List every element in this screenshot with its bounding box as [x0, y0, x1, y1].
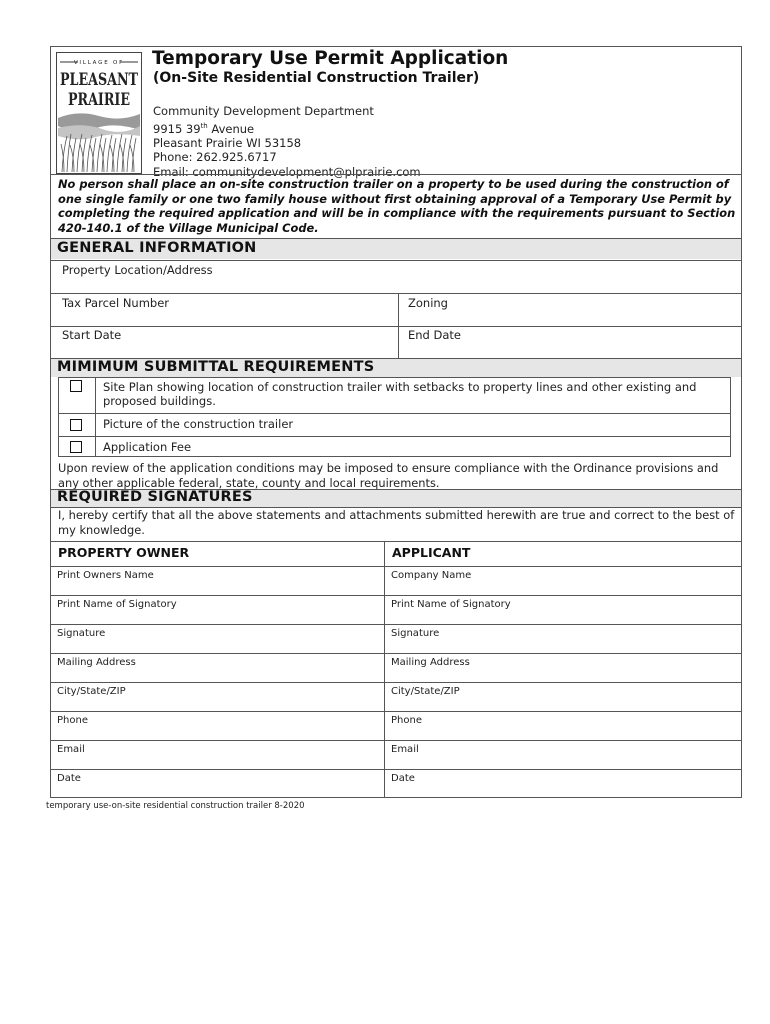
owner-field[interactable]: City/State/ZIP [57, 686, 126, 697]
applicant-field[interactable]: City/State/ZIP [391, 686, 460, 697]
department-address: 9915 39th Avenue [153, 121, 255, 136]
department-phone: Phone: 262.925.6717 [153, 150, 277, 165]
signatures-heading: REQUIRED SIGNATURES [57, 489, 253, 505]
applicant-field[interactable]: Mailing Address [391, 657, 470, 668]
checklist-item-label: Site Plan showing location of construction trailer with setbacks to property lines and other existing and proposed buildings. [103, 380, 697, 408]
trailer-picture-checkbox[interactable] [70, 419, 82, 431]
department-email: Email: communitydevelopment@plprairie.com [153, 164, 421, 179]
department-city: Pleasant Prairie WI 53158 [153, 135, 302, 150]
page-subtitle: (On-Site Residential Construction Trailer) [153, 70, 480, 86]
divider [95, 377, 96, 457]
applicant-field[interactable]: Date [391, 773, 415, 784]
site-plan-checkbox[interactable] [70, 380, 82, 392]
owner-field[interactable]: Email [57, 744, 85, 755]
checklist-item-label: Application Fee [103, 440, 192, 454]
svg-text:PLEASANT: PLEASANT [60, 70, 139, 90]
svg-text:VILLAGE OF: VILLAGE OF [73, 60, 125, 66]
divider [50, 326, 742, 327]
applicant-field[interactable]: Email [391, 744, 419, 755]
applicant-field[interactable]: Print Name of Signatory [391, 599, 511, 610]
divider [58, 413, 731, 414]
review-note: Upon review of the application conditions may be imposed to ensure compliance with the Ordinance provisions and any other applicable federal, state, county and local requirements. [58, 461, 719, 490]
end-date-field[interactable]: End Date [408, 328, 461, 342]
divider [50, 293, 742, 294]
divider [58, 436, 731, 437]
owner-field[interactable]: Phone [57, 715, 88, 726]
property-owner-heading: PROPERTY OWNER [58, 545, 190, 560]
submittal-heading: MIMIMUM SUBMITTAL REQUIREMENTS [57, 359, 375, 375]
tax-parcel-field[interactable]: Tax Parcel Number [62, 296, 170, 310]
divider [50, 174, 742, 175]
owner-field[interactable]: Date [57, 773, 81, 784]
divider [50, 595, 742, 596]
page-title: Temporary Use Permit Application [152, 48, 509, 69]
owner-field[interactable]: Print Owners Name [57, 570, 154, 581]
property-location-field[interactable]: Property Location/Address [62, 263, 213, 277]
divider [50, 624, 742, 625]
divider [50, 769, 742, 770]
divider [384, 541, 385, 798]
general-info-heading: GENERAL INFORMATION [57, 240, 257, 256]
owner-field[interactable]: Mailing Address [57, 657, 136, 668]
application-fee-checkbox[interactable] [70, 441, 82, 453]
certification-text: I, hereby certify that all the above statements and attachments submitted herewith are true and correct to the best of my knowledge. [58, 508, 735, 537]
start-date-field[interactable]: Start Date [62, 328, 122, 342]
owner-field[interactable]: Print Name of Signatory [57, 599, 177, 610]
applicant-heading: APPLICANT [392, 545, 471, 560]
checklist-item-label: Picture of the construction trailer [103, 417, 294, 431]
divider [50, 740, 742, 741]
divider [50, 653, 742, 654]
applicant-field[interactable]: Company Name [391, 570, 472, 581]
svg-text:PRAIRIE: PRAIRIE [68, 90, 131, 110]
department-contact [153, 104, 421, 179]
divider [50, 711, 742, 712]
village-logo-graphic [56, 52, 142, 174]
divider [50, 541, 742, 542]
permit-notice: No person shall place an on-site construction trailer on a property to be used during the construction of one single family or one two family house without first obtaining approval of a Temporary Use Permit by completing the required application and will be in compliance with the requirements pursuant to Section 420-140.1 of the Village Municipal Code. [58, 177, 736, 235]
footer-form-id: temporary use-on-site residential construction trailer 8-2020 [46, 801, 305, 811]
applicant-field[interactable]: Phone [391, 715, 422, 726]
divider [50, 682, 742, 683]
divider [50, 566, 742, 567]
department-name: Community Development Department [153, 104, 374, 118]
owner-field[interactable]: Signature [57, 628, 106, 639]
zoning-field[interactable]: Zoning [408, 296, 448, 310]
divider [50, 260, 742, 261]
applicant-field[interactable]: Signature [391, 628, 440, 639]
village-logo [56, 52, 142, 174]
